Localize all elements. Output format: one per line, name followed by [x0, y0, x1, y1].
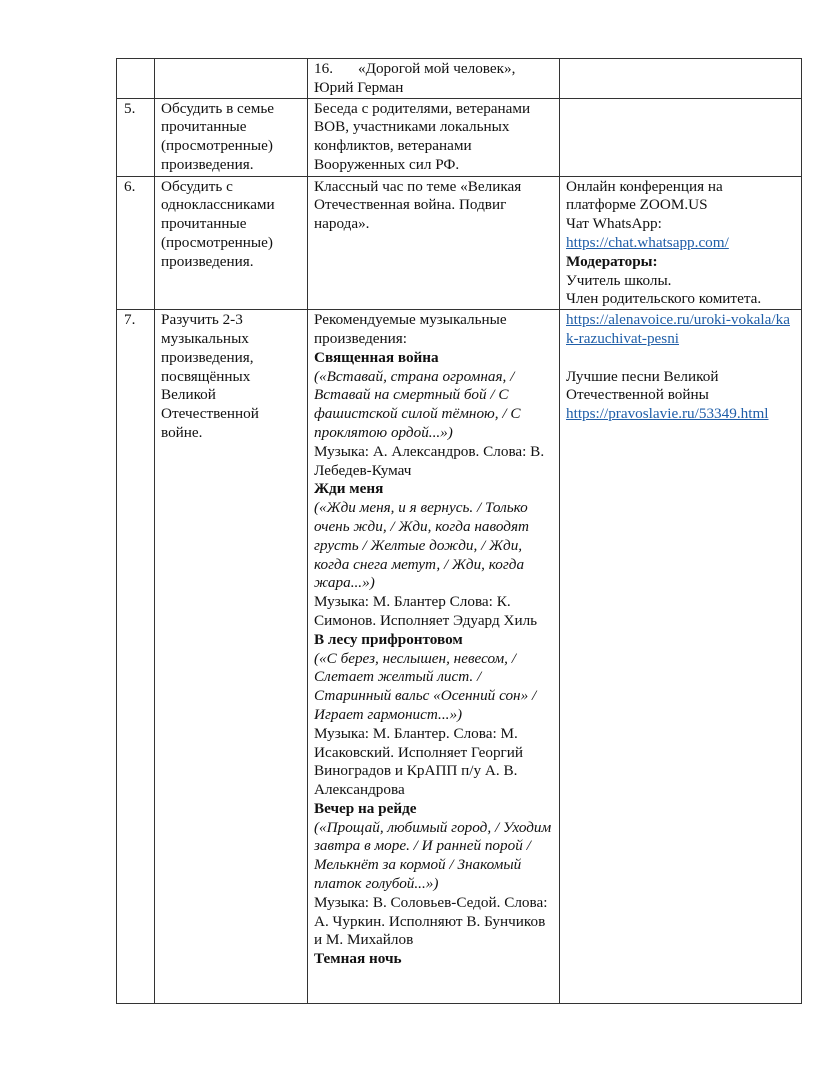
row-number-cell: 6.: [117, 176, 155, 310]
song-lyrics: («Вставай, страна огромная, / Вставай на смертный бой / С фашистской силой тёмною, / С проклятою ордой...»): [314, 367, 521, 441]
row-number-cell: 5.: [117, 98, 155, 176]
song-title: Священная война: [314, 348, 439, 366]
song-lyrics: («Прощай, любимый город, / Уходим завтра в море. / И ранней порой / Мелькнёт за кормой / Знакомый платок голубой...»): [314, 818, 552, 893]
task-cell: Разучить 2-3 музыкальных произведения, посвящённых Великой Отечественной войне.: [155, 310, 308, 1004]
song-title: Жди меня: [314, 480, 384, 498]
list-item-number: 16.: [314, 60, 333, 77]
song-title: Темная ночь: [314, 950, 402, 968]
song-credits: Музыка: М. Блантер. Слова: М. Исаковский. Исполняет Георгий Виноградов и КрАПП п/у А. В. Александрова: [314, 724, 524, 799]
whatsapp-chat-label: Чат WhatsApp:: [566, 215, 662, 233]
zoom-conference-text: Онлайн конференция на платформе ZOOM.US: [566, 177, 723, 214]
task-cell: Обсудить с одноклассниками прочитанные (просмотренные) произведения.: [155, 176, 308, 310]
moderator-parent: Член родительского комитета.: [566, 290, 762, 308]
resources-cell: [560, 59, 802, 99]
content-cell: [308, 310, 560, 1004]
whatsapp-link[interactable]: https://chat.whatsapp.com/: [566, 233, 729, 251]
task-cell: [155, 59, 308, 99]
song-lyrics: («Жди меня, и я вернусь. / Только очень жди, / Жди, когда наводят грусть / Желтые дожди, / Жди, когда снега метут, / Жди, когда жара...»): [314, 499, 529, 592]
spacer: [566, 349, 796, 368]
task-cell: Обсудить в семье прочитанные (просмотренные) произведения.: [155, 98, 308, 176]
song-title: Вечер на рейде: [314, 799, 417, 817]
activity-table: [116, 58, 802, 1004]
content-cell: [308, 59, 560, 99]
table-row: [117, 98, 802, 176]
table-row: [117, 176, 802, 310]
table-row: [117, 310, 802, 1004]
song-lyrics: («С берез, неслышен, невесом, / Слетает желтый лист. / Старинный вальс «Осенний сон» / Играет гармонист...»): [314, 649, 537, 723]
vocal-lessons-link[interactable]: https://alenavoice.ru/uroki-vokala/kak-razuchivat-pesni: [566, 311, 790, 347]
moderators-label: Модераторы:: [566, 252, 658, 270]
resources-cell: [560, 98, 802, 176]
moderator-teacher: Учитель школы.: [566, 271, 672, 289]
song-credits: Музыка: В. Соловьев-Седой. Слова: А. Чуркин. Исполняют В. Бунчиков и М. Михайлов: [314, 893, 548, 949]
table-row: [117, 59, 802, 99]
content-cell: Классный час по теме «Великая Отечественная война. Подвиг народа».: [308, 176, 560, 310]
row-number-cell: 7.: [117, 310, 155, 1004]
song-title: В лесу прифронтовом: [314, 630, 463, 648]
pravoslavie-link[interactable]: https://pravoslavie.ru/53349.html: [566, 405, 769, 423]
songs-intro: Рекомендуемые музыкальные произведения:: [314, 311, 507, 347]
content-cell: Беседа с родителями, ветеранами ВОВ, участниками локальных конфликтов, ветеранами Вооруженных сил РФ.: [308, 98, 560, 176]
row-number-cell: [117, 59, 155, 99]
song-credits: Музыка: А. Александров. Слова: В. Лебедев-Кумач: [314, 442, 545, 479]
resources-cell: [560, 310, 802, 1004]
resources-cell: [560, 176, 802, 310]
song-credits: Музыка: М. Блантер Слова: К. Симонов. Исполняет Эдуард Хиль: [314, 593, 538, 629]
list-item-text: «Дорогой мой человек», Юрий Герман: [314, 60, 516, 96]
best-songs-label: Лучшие песни Великой Отечественной войны: [566, 367, 719, 404]
